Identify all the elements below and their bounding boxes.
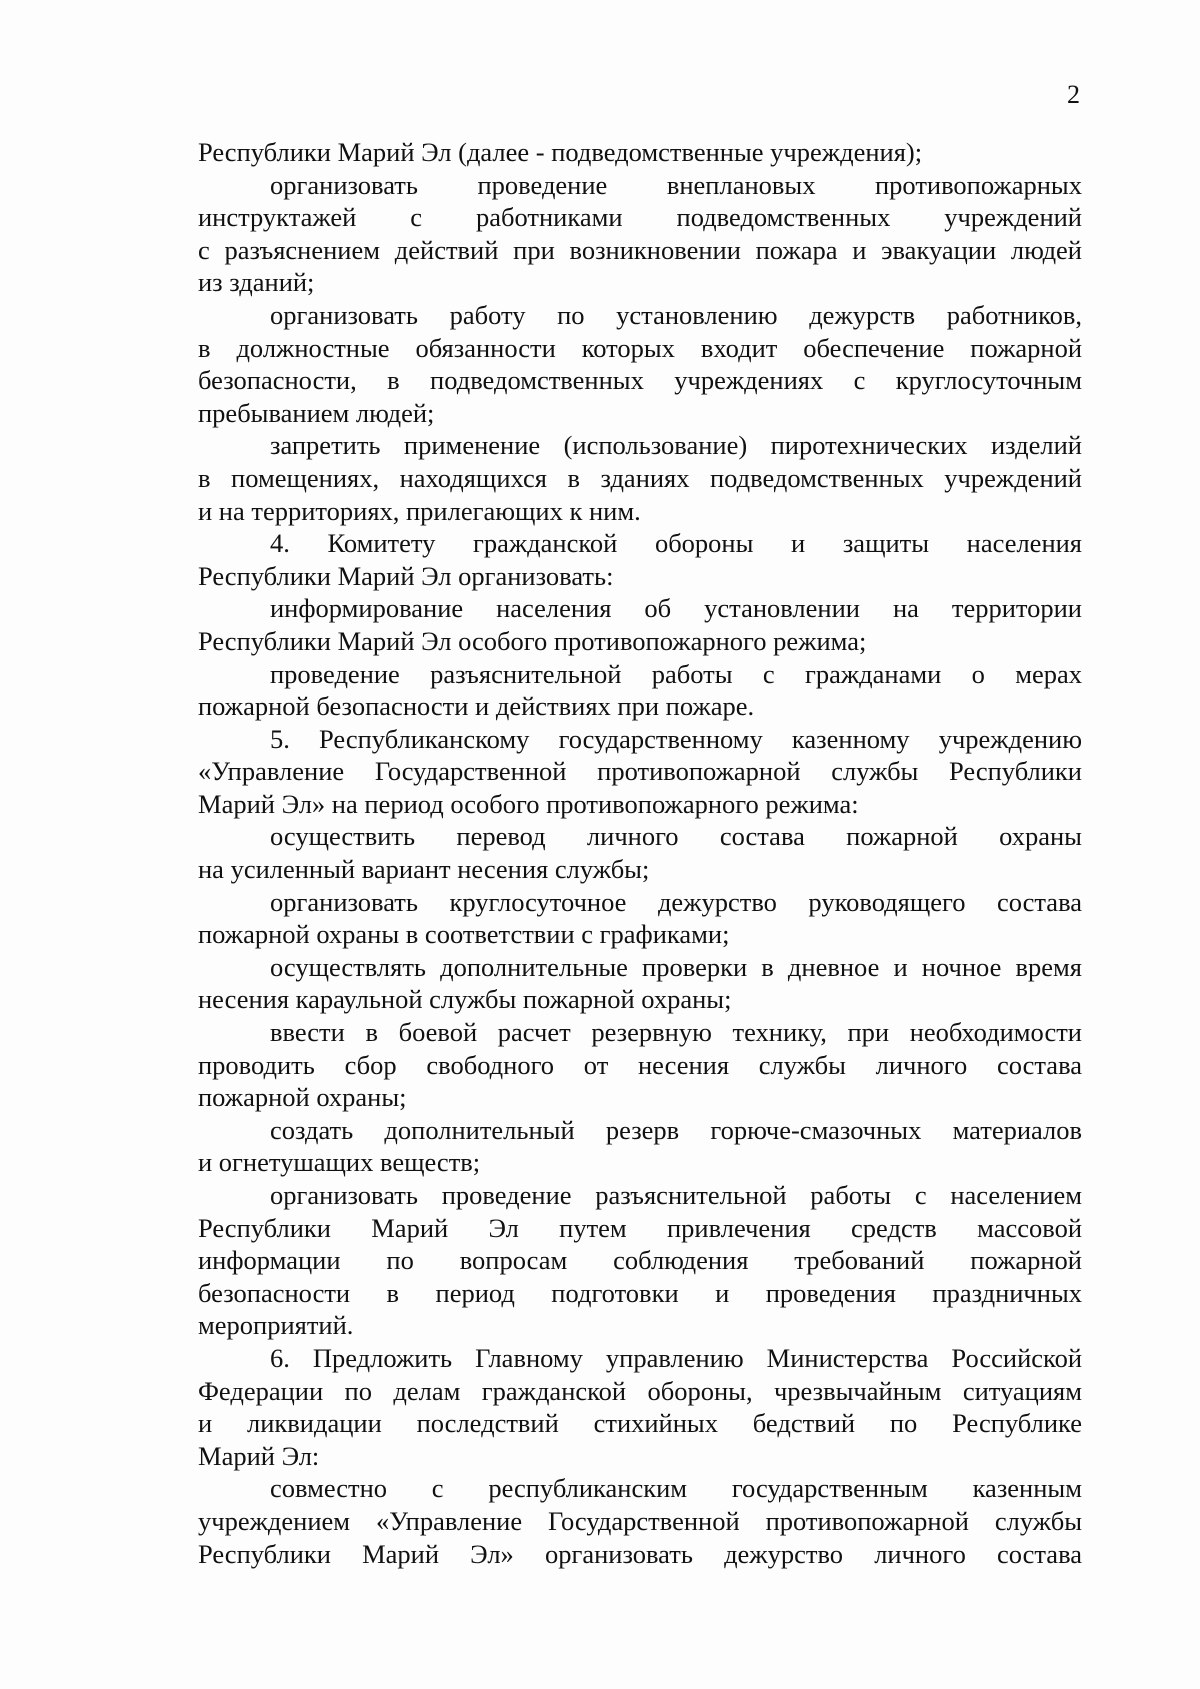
text-line: 6. Предложить Главному управлению Министерства Российской [270, 1342, 1082, 1373]
document-body [198, 136, 1082, 1570]
text-line: «Управление Государственной противопожарной службы Республики [198, 756, 1082, 787]
text-line: организовать проведение разъяснительной работы с населением [270, 1180, 1082, 1210]
text-line: Республики Марий Эл (далее - подведомственные учреждения); [198, 137, 923, 167]
text-line: пожарной безопасности и действиях при пожаре. [198, 691, 755, 722]
text-line: организовать работу по установлению дежурств работников, [270, 299, 1082, 330]
text-line: и огнетушащих веществ; [198, 1147, 481, 1178]
text-line: Республики Марий Эл путем привлечения средств массовой [198, 1212, 1082, 1243]
text-line: Республики Марий Эл» организовать дежурство личного состава [198, 1538, 1082, 1569]
text-line: осуществить перевод личного состава пожарной охраны [270, 821, 1082, 852]
text-line: на усиленный вариант несения службы; [198, 854, 650, 885]
text-line: 5. Республиканскому государственному казенному учреждению [270, 723, 1082, 754]
text-line: из зданий; [198, 267, 315, 298]
text-line: безопасности в период подготовки и проведения праздничных [198, 1277, 1082, 1308]
text-line: ввести в боевой расчет резервную технику, при необходимости [270, 1017, 1082, 1048]
text-line: безопасности, в подведомственных учреждениях с круглосуточным [198, 365, 1082, 396]
text-line: Федерации по делам гражданской обороны, чрезвычайным ситуациям [198, 1375, 1082, 1406]
text-line: и ликвидации последствий стихийных бедствий по Республике [198, 1408, 1082, 1439]
text-line: с разъяснением действий при возникновении пожара и эвакуации людей [198, 234, 1082, 265]
text-line: создать дополнительный резерв горюче-смазочных материалов [270, 1114, 1082, 1145]
text-line: несения караульной службы пожарной охраны; [198, 984, 732, 1015]
text-line: в помещениях, находящихся в зданиях подведомственных учреждений [198, 462, 1082, 493]
text-line: и на территориях, прилегающих к ним. [198, 495, 641, 526]
text-line: организовать проведение внеплановых противопожарных [270, 169, 1082, 200]
text-line: информирование населения об установлении на территории [270, 593, 1082, 624]
text-line: запретить применение (использование) пиротехнических изделий [270, 430, 1082, 461]
text-line: организовать круглосуточное дежурство руководящего состава [270, 886, 1082, 917]
text-line: пожарной охраны; [198, 1082, 407, 1113]
text-line: совместно с республиканским государственным казенным [270, 1473, 1082, 1504]
text-line: Республики Марий Эл организовать: [198, 560, 614, 591]
text-line: Марий Эл: [198, 1440, 320, 1471]
text-line: инструктажей с работниками подведомственных учреждений [198, 202, 1082, 233]
text-line: осуществлять дополнительные проверки в дневное и ночное время [270, 951, 1082, 982]
text-line: учреждением «Управление Государственной противопожарной службы [198, 1505, 1082, 1536]
page-number: 2 [1067, 80, 1080, 109]
text-line: 4. Комитету гражданской обороны и защиты населения [270, 528, 1082, 559]
text-line: в должностные обязанности которых входит обеспечение пожарной [198, 332, 1082, 363]
text-line: проведение разъяснительной работы с гражданами о мерах [270, 658, 1082, 689]
text-line: Марий Эл» на период особого противопожарного режима: [198, 788, 859, 819]
text-line: пребыванием людей; [198, 397, 435, 428]
text-line: проводить сбор свободного от несения службы личного состава [198, 1049, 1082, 1080]
text-line: информации по вопросам соблюдения требований пожарной [198, 1245, 1082, 1276]
text-line: Республики Марий Эл особого противопожарного режима; [198, 625, 867, 656]
text-line: пожарной охраны в соответствии с графиками; [198, 919, 730, 950]
text-line: мероприятий. [198, 1310, 354, 1341]
